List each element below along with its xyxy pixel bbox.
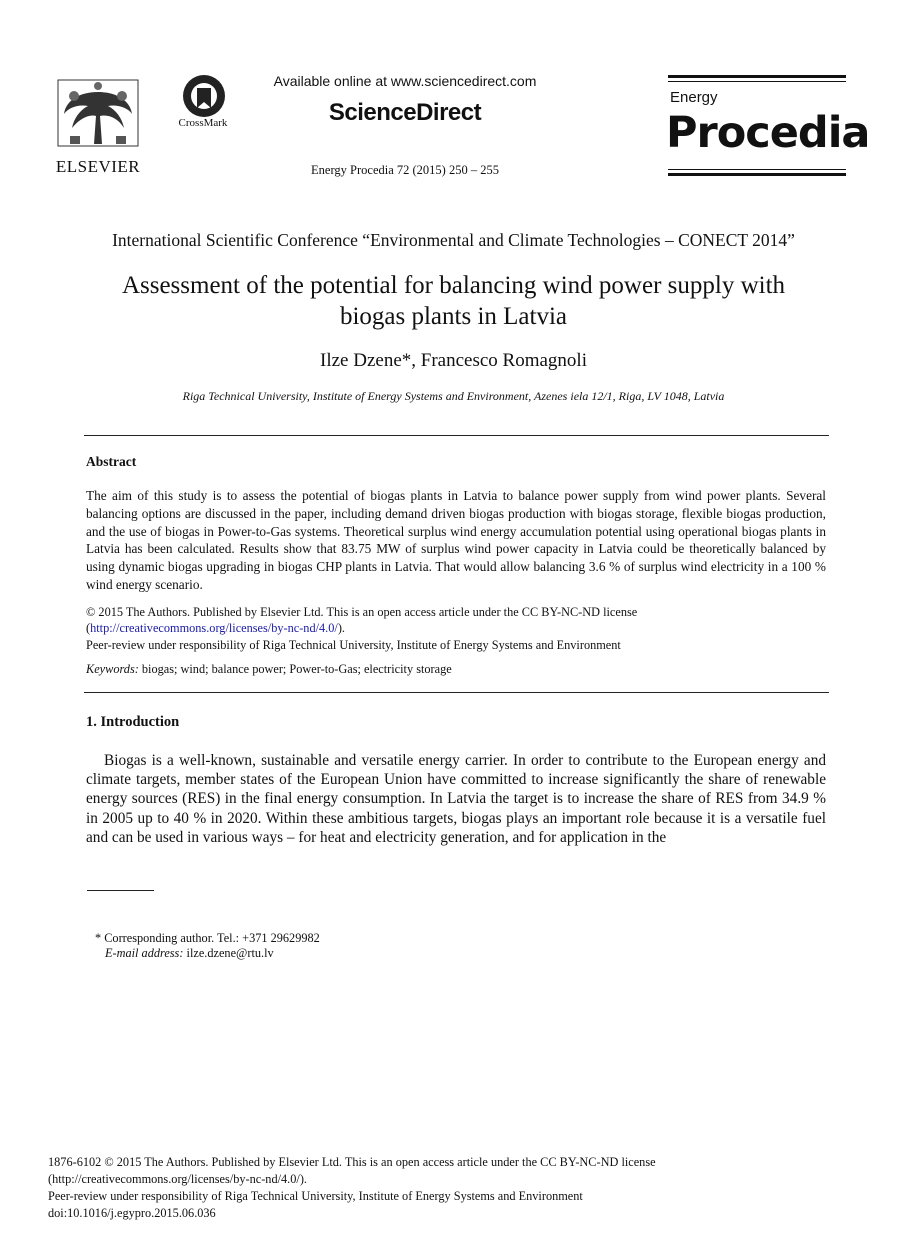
copyright-line: © 2015 The Authors. Published by Elsevier Ltd. This is an open access article under the CC BY-NC-ND license <box>86 605 638 619</box>
email-address[interactable]: ilze.dzene@rtu.lv <box>183 946 274 960</box>
abstract-body: The aim of this study is to assess the potential of biogas plants in Latvia to balance power supply from wind power plants. Several balancing options are discussed in the paper, including demand driven biogas production with biogas storage, flexible biogas production, and the use of biogas in Power-to-Gas systems. Theoretical surplus wind energy accumulation potential using operational biogas plants in Latvia has been calculated. Results show that 83.75 MW of surplus wind power capacity in Latvia could be theoretically balanced by using dynamic biogas upgrading in biogas CHP plants in Latvia. That would allow balancing 3.6 % of surplus wind electricity in a 100 % wind energy scenario. <box>86 488 826 592</box>
footnote-divider <box>87 890 154 891</box>
footer-license-link[interactable]: http://creativecommons.org/licenses/by-nc-nd/4.0/ <box>52 1172 300 1186</box>
introduction-paragraph: Biogas is a well-known, sustainable and versatile energy carrier. In order to contribute to the European energy and climate targets, member states of the European Union have committed to increase significantly the share of renewable energy sources (RES) in the final energy consumption. In Latvia the target is to increase the share of RES from 34.9 % in 2005 up to 40 % in 2020. Within these ambitious targets, biogas plays an important role because it is a versatile fuel and can be used in various ways – for heat and electricity generation, and for application in the <box>86 752 826 846</box>
affiliation: Riga Technical University, Institute of Energy Systems and Environment, Azenes iela 12/1, Riga, LV 1048, Latvia <box>182 389 725 403</box>
abstract-top-divider <box>84 435 829 436</box>
sciencedirect-logo[interactable]: ScienceDirect <box>328 99 482 126</box>
peer-review-line: Peer-review under responsibility of Riga Technical University, Institute of Energy Systems and Environment <box>86 637 621 652</box>
copyright-notice <box>86 604 826 653</box>
email-label: E-mail address: <box>105 946 184 960</box>
footer-peer-review: Peer-review under responsibility of Riga Technical University, Institute of Energy Systems and Environment <box>48 1189 583 1203</box>
page-footer <box>48 1154 748 1222</box>
license-link[interactable]: http://creativecommons.org/licenses/by-nc-nd/4.0/ <box>90 621 338 636</box>
section-heading-introduction: 1. Introduction <box>86 714 180 730</box>
corresponding-author-note: * Corresponding author. Tel.: +371 29629982 <box>95 931 320 945</box>
abstract-bottom-divider <box>84 692 829 693</box>
license-close-paren: ). <box>337 621 345 636</box>
keywords-label: Keywords: <box>86 662 139 676</box>
paper-title <box>60 270 847 332</box>
abstract-heading: Abstract <box>86 454 137 469</box>
footer-issn-line: 1876-6102 © 2015 The Authors. Published by Elsevier Ltd. This is an open access article under the CC BY-NC-ND license <box>48 1155 656 1169</box>
license-line <box>86 620 826 636</box>
available-online-text: Available online at www.sciencedirect.com <box>273 73 537 89</box>
elsevier-wordmark: ELSEVIER <box>55 157 141 176</box>
title-line-2: biogas plants in Latvia <box>339 303 568 330</box>
footer-doi[interactable]: doi:10.1016/j.egypro.2015.06.036 <box>48 1206 216 1220</box>
keywords-line <box>86 662 826 677</box>
journal-reference: Energy Procedia 72 (2015) 250 – 255 <box>311 163 499 177</box>
keywords-list: biogas; wind; balance power; Power-to-Gas; electricity storage <box>138 662 452 676</box>
footer-license-line <box>48 1171 748 1188</box>
footer-license-close: ). <box>299 1172 307 1186</box>
title-line-1: Assessment of the potential for balancing wind power supply with <box>121 272 786 299</box>
crossmark-label: CrossMark <box>178 117 228 129</box>
author-list: Ilze Dzene*, Francesco Romagnoli <box>320 350 587 371</box>
conference-name: International Scientific Conference “Environmental and Climate Technologies – CONECT 2014” <box>112 230 795 250</box>
footer-license-open: ( <box>48 1172 53 1186</box>
journal-name-large: Procedia <box>666 108 870 158</box>
license-open-paren: ( <box>86 621 91 636</box>
email-note <box>105 946 274 961</box>
journal-name-small: Energy <box>670 89 718 106</box>
